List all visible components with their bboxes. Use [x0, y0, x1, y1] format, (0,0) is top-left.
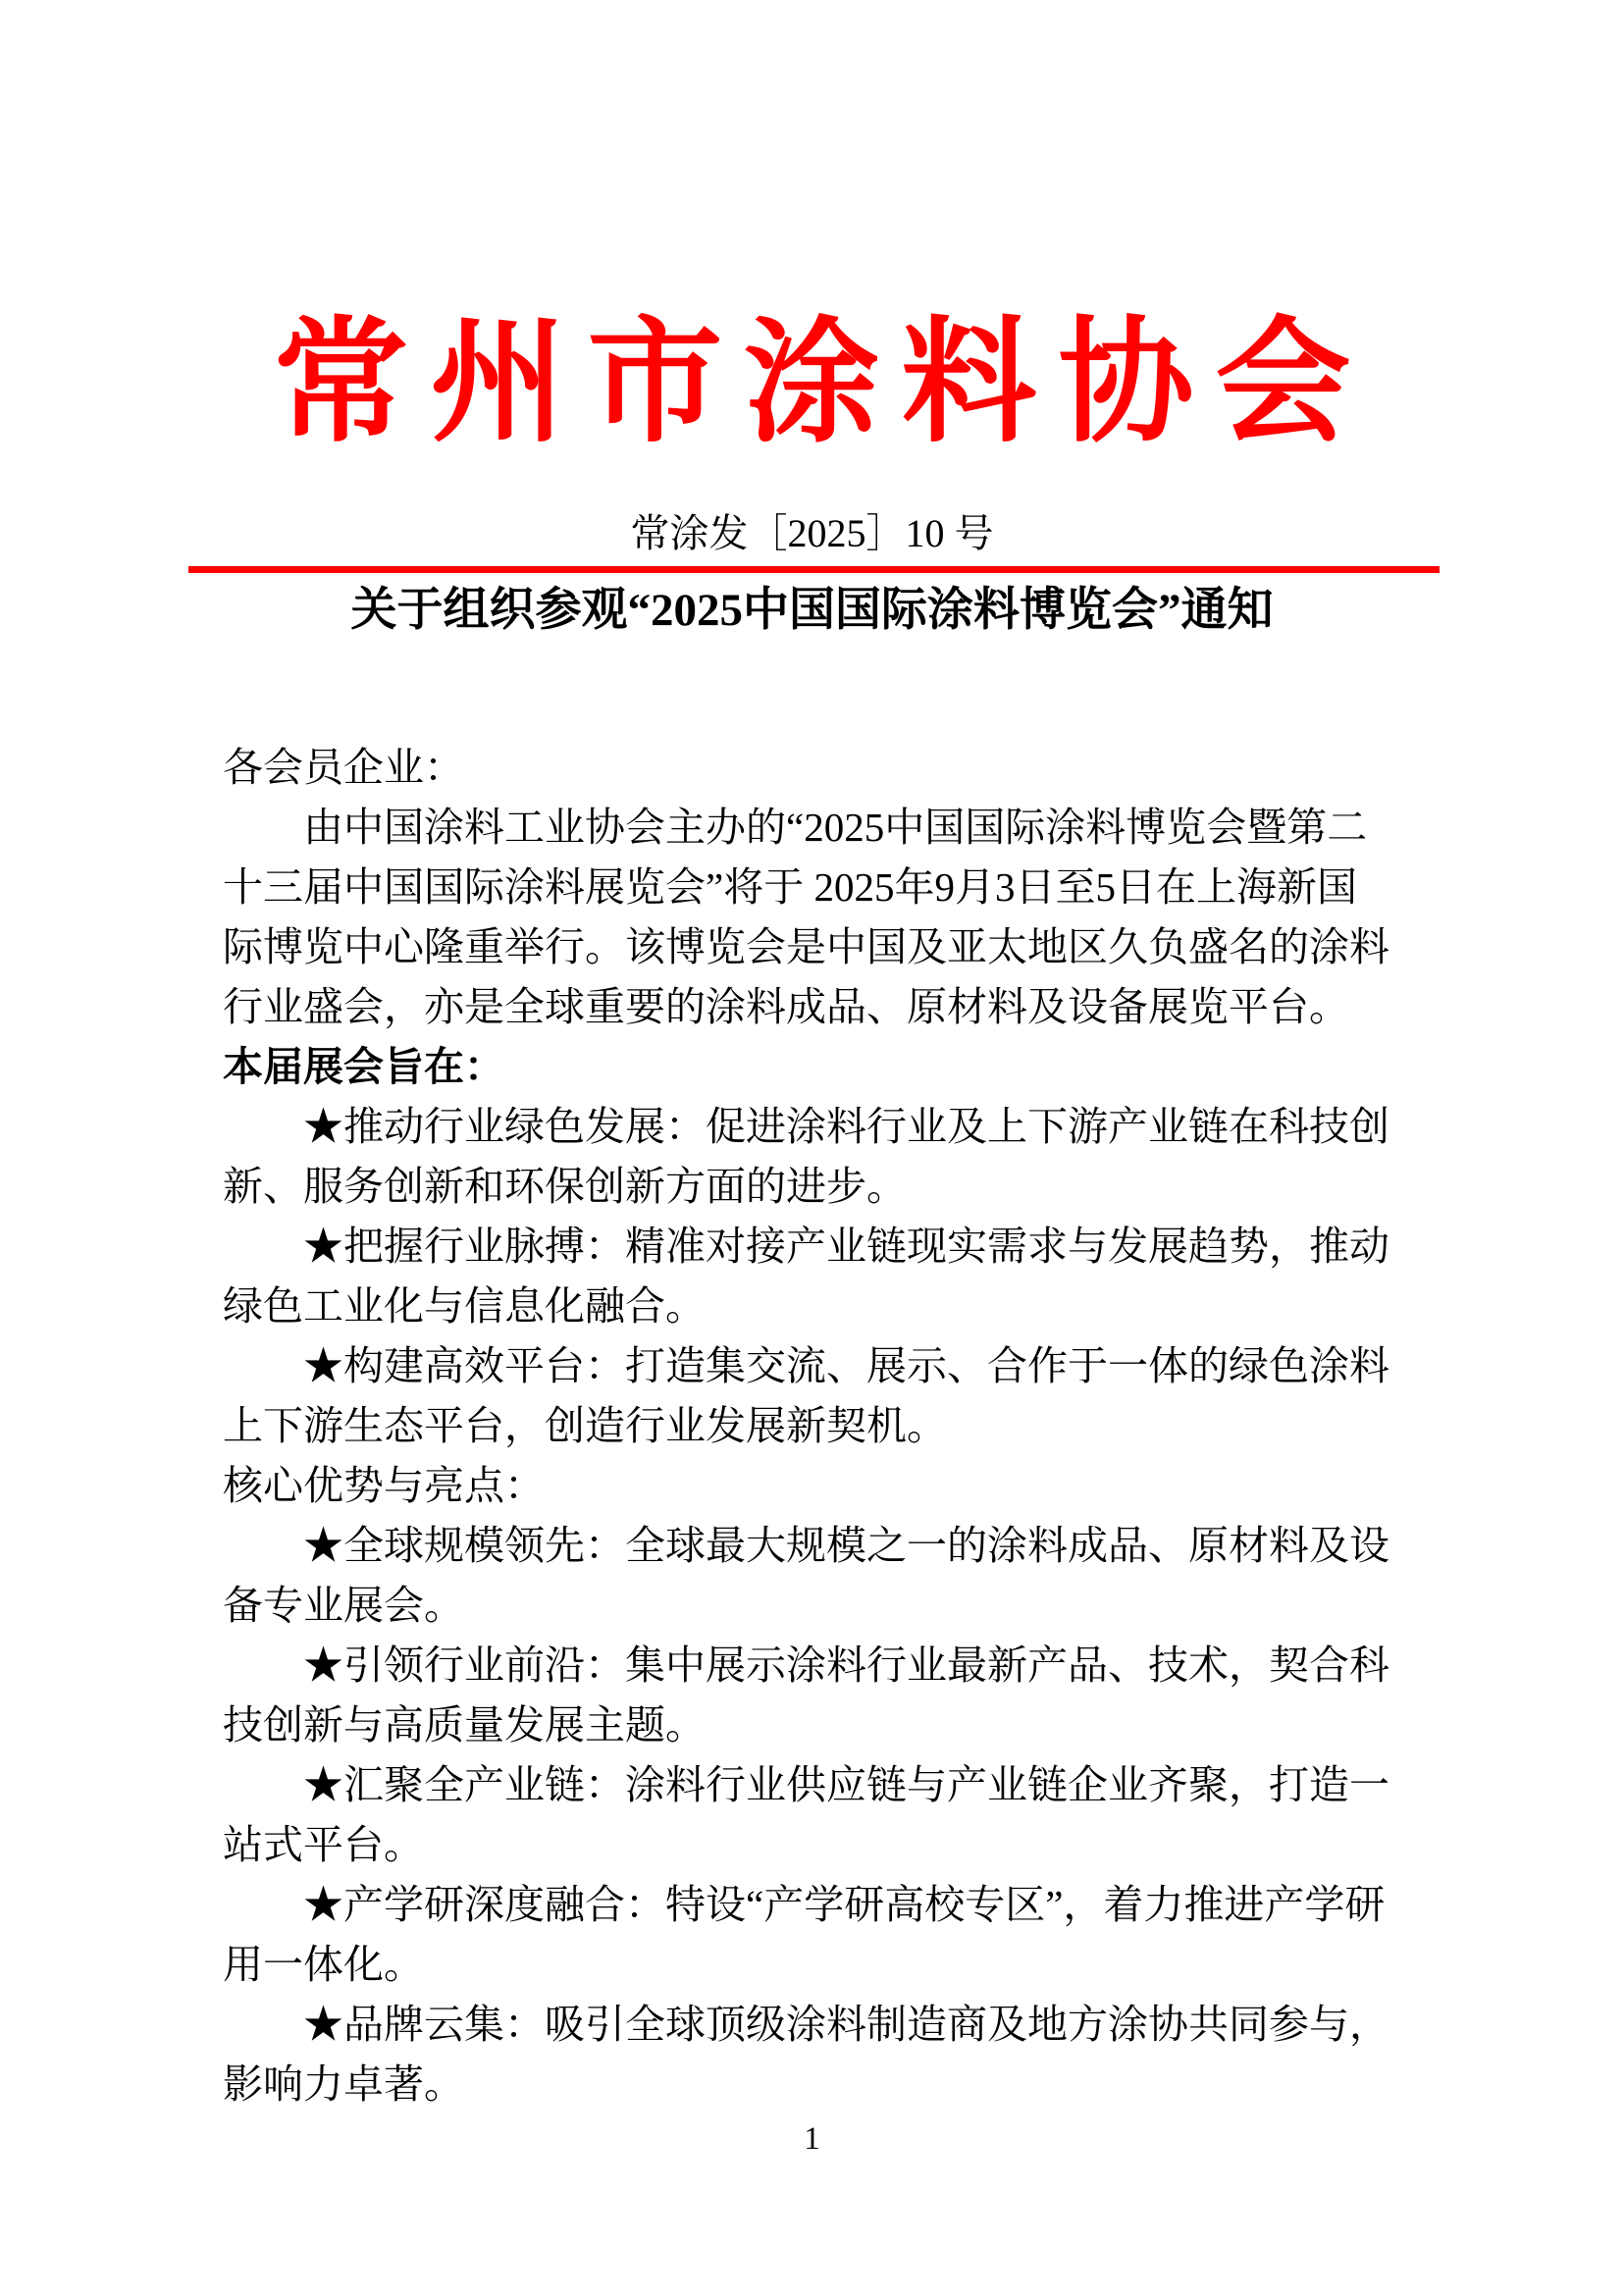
body-line-bullet: ★全球规模领先：全球最大规模之一的涂料成品、原材料及设	[303, 1523, 1389, 1568]
body-line: 技创新与高质量发展主题。	[223, 1702, 706, 1747]
body-line-bullet: ★构建高效平台：打造集交流、展示、合作于一体的绿色涂料	[303, 1343, 1389, 1388]
body-line: 由中国涂料工业协会主办的“2025中国国际涂料博览会暨第二	[303, 805, 1368, 850]
body-line-bullet: ★产学研深度融合：特设“产学研高校专区”，着力推进产学研	[303, 1882, 1386, 1927]
body-line: 行业盛会，亦是全球重要的涂料成品、原材料及设备展览平台。	[223, 984, 1349, 1029]
body-line: 绿色工业化与信息化融合。	[223, 1283, 706, 1329]
body-line-bullet: ★品牌云集：吸引全球顶级涂料制造商及地方涂协共同参与，	[303, 2002, 1389, 2047]
body-line-section-heading: 核心优势与亮点：	[223, 1463, 545, 1508]
red-divider-rule	[188, 566, 1440, 573]
body-line: 际博览中心隆重举行。该博览会是中国及亚太地区久负盛名的涂料	[223, 924, 1389, 969]
document-body	[223, 738, 1436, 2114]
body-line: 新、服务创新和环保创新方面的进步。	[223, 1164, 907, 1209]
page-number: 1	[804, 2121, 820, 2157]
body-line-bullet: ★引领行业前沿：集中展示涂料行业最新产品、技术，契合科	[303, 1643, 1389, 1688]
body-line: 备专业展会。	[223, 1583, 464, 1628]
body-line-bullet: ★汇聚全产业链：涂料行业供应链与产业链企业齐聚，打造一	[303, 1762, 1389, 1807]
document-number: 常涂发［2025］10 号	[630, 511, 994, 555]
body-line-section-heading: 本届展会旨在：	[223, 1044, 504, 1089]
body-line: 上下游生态平台，创造行业发展新契机。	[223, 1403, 947, 1448]
body-line: 站式平台。	[223, 1822, 424, 1867]
notice-title: 关于组织参观“2025中国国际涂料博览会”通知	[350, 585, 1274, 636]
letterhead-org-title: 常州市涂料协会	[273, 308, 1373, 458]
body-line: 影响力卓著。	[223, 2061, 464, 2107]
body-line: 用一体化。	[223, 1942, 424, 1987]
body-line-bullet: ★把握行业脉搏：精准对接产业链现实需求与发展趋势，推动	[303, 1224, 1389, 1269]
body-line-salutation: 各会员企业：	[223, 745, 464, 790]
body-line: 十三届中国国际涂料展览会”将于 2025年9月3日至5日在上海新国	[223, 864, 1357, 910]
body-line-bullet: ★推动行业绿色发展：促进涂料行业及上下游产业链在科技创	[303, 1104, 1389, 1149]
